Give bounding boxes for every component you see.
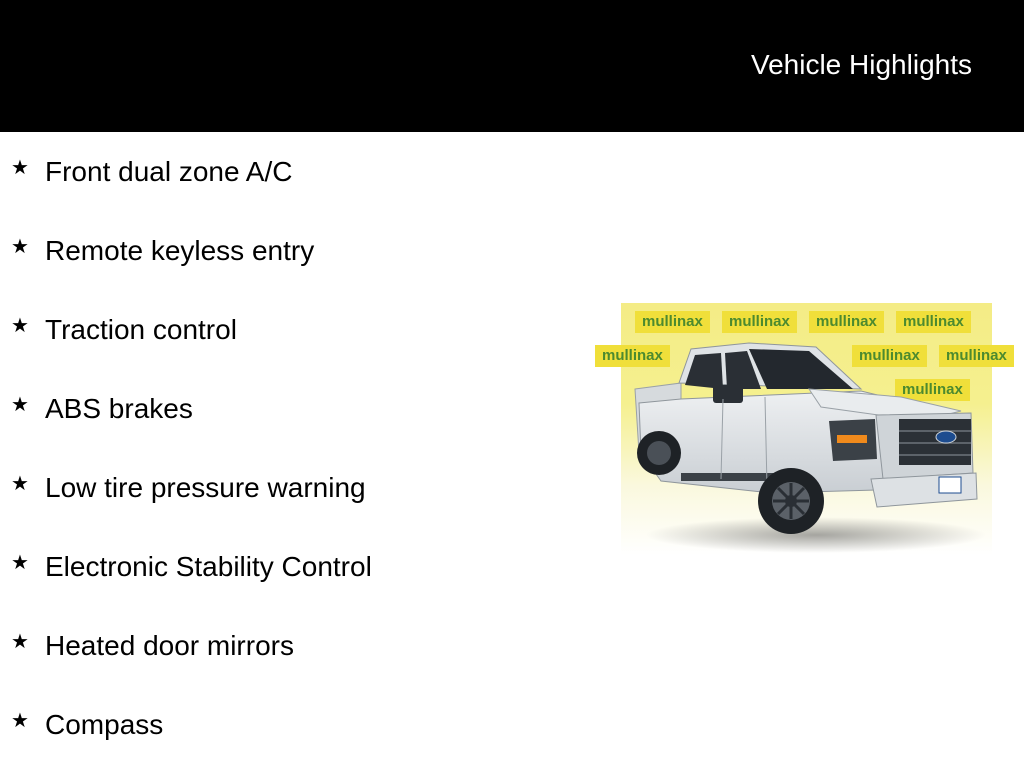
list-item bbox=[0, 685, 600, 764]
star-icon: ★ bbox=[11, 394, 29, 416]
backdrop-banner: mullinax bbox=[939, 345, 1014, 367]
list-item bbox=[0, 527, 600, 606]
backdrop-banner: mullinax bbox=[852, 345, 927, 367]
highlight-label: Remote keyless entry bbox=[45, 235, 315, 266]
pickup-truck-image bbox=[621, 303, 992, 555]
highlight-label: ABS brakes bbox=[45, 393, 193, 424]
list-item bbox=[0, 290, 600, 369]
star-icon: ★ bbox=[11, 552, 29, 574]
page-title: Vehicle Highlights bbox=[750, 49, 972, 80]
backdrop-banner: mullinax bbox=[595, 345, 670, 367]
list-item bbox=[0, 448, 600, 527]
highlight-label: Front dual zone A/C bbox=[45, 156, 293, 187]
star-icon: ★ bbox=[11, 710, 29, 732]
highlight-label: Compass bbox=[45, 709, 164, 740]
backdrop-banner: mullinax bbox=[896, 311, 971, 333]
list-item bbox=[0, 132, 600, 211]
highlight-label: Heated door mirrors bbox=[45, 630, 294, 661]
list-item bbox=[0, 211, 600, 290]
backdrop-banner: mullinax bbox=[809, 311, 884, 333]
star-icon: ★ bbox=[11, 631, 29, 653]
star-icon: ★ bbox=[11, 315, 29, 337]
backdrop-banner: mullinax bbox=[635, 311, 710, 333]
backdrop-banner: mullinax bbox=[722, 311, 797, 333]
highlight-label: Traction control bbox=[45, 314, 237, 345]
highlight-label: Electronic Stability Control bbox=[45, 551, 372, 582]
list-item bbox=[0, 369, 600, 448]
highlight-label: Low tire pressure warning bbox=[45, 472, 366, 503]
star-icon: ★ bbox=[11, 157, 29, 179]
star-icon: ★ bbox=[11, 473, 29, 495]
list-item bbox=[0, 606, 600, 685]
backdrop-banner: mullinax bbox=[895, 379, 970, 401]
header-bar bbox=[0, 0, 1024, 132]
star-icon: ★ bbox=[11, 236, 29, 258]
highlights-list bbox=[0, 132, 600, 764]
vehicle-photo bbox=[602, 303, 1007, 555]
